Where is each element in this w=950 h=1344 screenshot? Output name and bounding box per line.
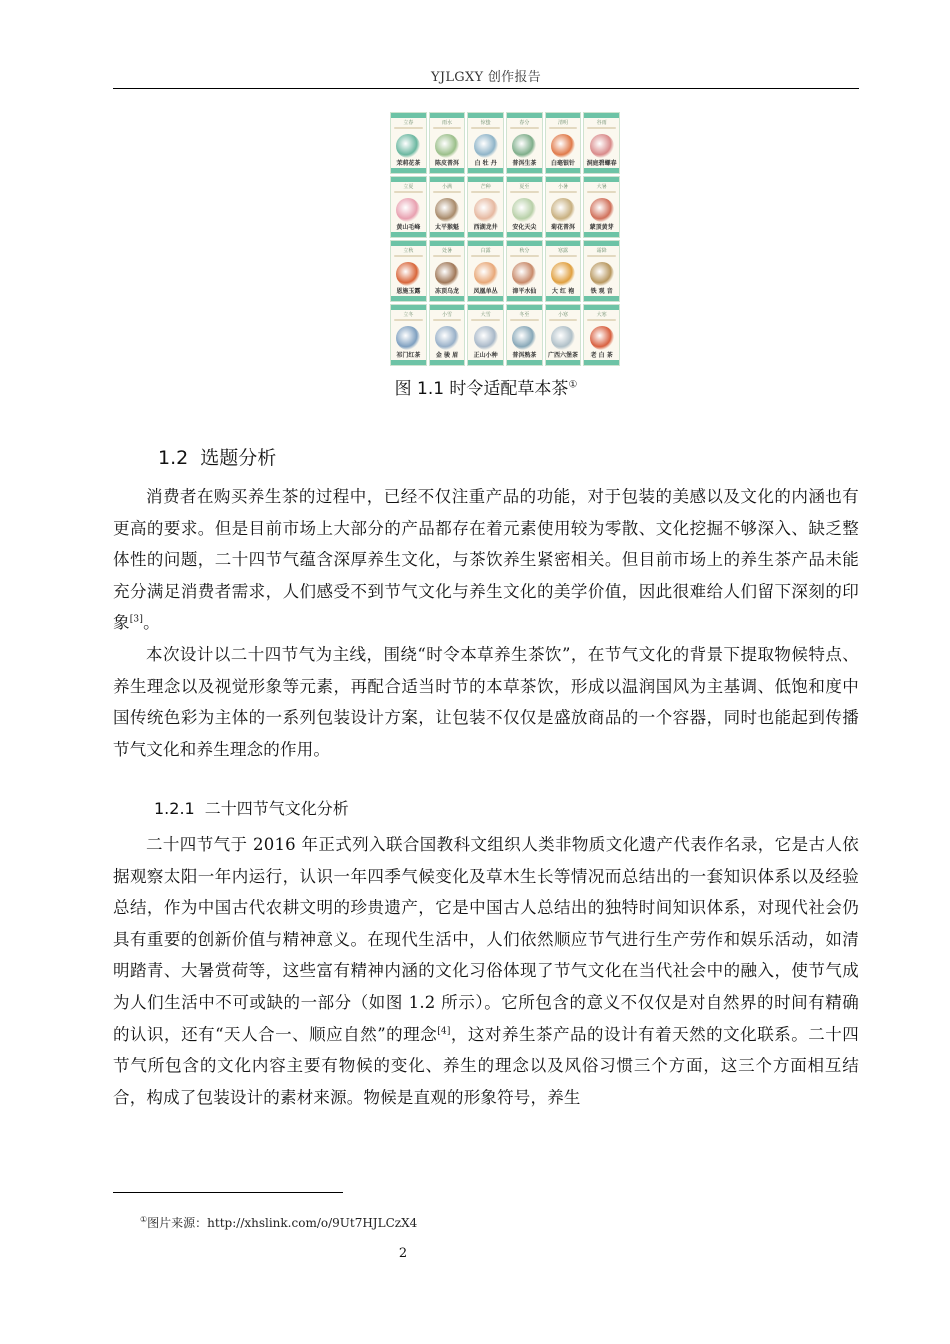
tile-band-bottom [584, 296, 619, 301]
tile-tea-name: 陈皮普洱 [434, 160, 459, 167]
botanical-illustration-icon [435, 198, 459, 222]
tea-tile [390, 112, 427, 174]
tile-band-top [584, 305, 619, 310]
section-title: 选题分析 [200, 447, 277, 469]
tile-subline [433, 319, 462, 321]
tile-term: 霜降 [596, 248, 607, 254]
tile-band-bottom [468, 296, 503, 301]
tile-tea-name: 正山小种 [473, 352, 498, 359]
tile-band-bottom [391, 360, 426, 365]
paragraph-2: 本次设计以二十四节气为主线，围绕“时令本草养生茶饮”，在节气文化的背景下提取物候特点、养生理念以及视觉形象等元素，再配合适当时节的本草茶饮，形成以温润国风为主基调、低饱和度中国传统色彩为主体的一系列包装设计方案，让包装不仅仅是盛放商品的一个容器，同时也能起到传播节气文化和养生理念的作用。 [113, 645, 859, 759]
tile-term: 大寒 [596, 312, 607, 318]
tile-tea-name: 太平猴魁 [434, 224, 459, 231]
tile-band-bottom [430, 232, 465, 237]
tile-band-top [430, 113, 465, 118]
tea-tile [467, 304, 504, 366]
citation-4: [4] [437, 1026, 451, 1037]
tile-band-top [468, 305, 503, 310]
tile-subline [394, 127, 423, 129]
tile-tea-name: 西湖龙井 [473, 224, 498, 231]
tile-subline [510, 319, 539, 321]
tile-band-bottom [430, 296, 465, 301]
tea-tile [506, 304, 543, 366]
tile-tea-name: 老 白 茶 [590, 352, 613, 359]
botanical-illustration-icon [396, 326, 420, 350]
tile-tea-name: 白 牡 丹 [474, 160, 497, 167]
tile-subline [587, 255, 616, 257]
tile-term: 清明 [557, 120, 568, 126]
tile-subline [433, 255, 462, 257]
botanical-illustration-icon [590, 198, 614, 222]
section-number: 1.2 [158, 447, 189, 469]
tea-tile [429, 240, 466, 302]
footnote [140, 1214, 417, 1231]
tile-band-top [507, 113, 542, 118]
tile-tea-name: 恩施玉露 [396, 288, 421, 295]
tea-tile [545, 304, 582, 366]
botanical-illustration-icon [396, 198, 420, 222]
botanical-illustration-icon [435, 262, 459, 286]
tea-tile [390, 304, 427, 366]
tile-tea-name: 铁 观 音 [590, 288, 613, 295]
tea-tile [583, 304, 620, 366]
tile-band-top [546, 241, 581, 246]
tile-tea-name: 凤凰单丛 [473, 288, 498, 295]
tile-band-bottom [546, 296, 581, 301]
botanical-illustration-icon [512, 262, 536, 286]
tea-tile [583, 176, 620, 238]
tile-band-top [584, 113, 619, 118]
tile-subline [433, 191, 462, 193]
tile-subline [549, 255, 578, 257]
tile-term: 立冬 [403, 312, 414, 318]
botanical-illustration-icon [590, 134, 614, 158]
tile-band-top [507, 305, 542, 310]
footnote-rule [113, 1192, 343, 1193]
botanical-illustration-icon [590, 262, 614, 286]
tile-term: 春分 [519, 120, 530, 126]
tile-tea-name: 白毫银针 [550, 160, 575, 167]
caption-footnote-mark: ① [568, 379, 578, 391]
tile-band-bottom [391, 296, 426, 301]
tile-tea-name: 洞庭碧螺春 [586, 160, 617, 167]
tea-tile [390, 240, 427, 302]
header-rule [113, 88, 859, 89]
tile-band-top [584, 177, 619, 182]
subsection-heading [154, 796, 349, 819]
tile-subline [510, 191, 539, 193]
tile-subline [549, 191, 578, 193]
botanical-illustration-icon [551, 134, 575, 158]
tea-tile [467, 176, 504, 238]
tile-tea-name: 菊花普洱 [550, 224, 575, 231]
tile-term: 处暑 [441, 248, 452, 254]
tile-term: 立秋 [403, 248, 414, 254]
tea-tile [545, 176, 582, 238]
tile-subline [587, 127, 616, 129]
tile-band-bottom [507, 360, 542, 365]
tile-term: 冬至 [519, 312, 530, 318]
tile-term: 小满 [441, 184, 452, 190]
page-number: 2 [398, 1246, 408, 1261]
botanical-illustration-icon [474, 326, 498, 350]
tile-band-top [468, 241, 503, 246]
paragraph-1 [113, 481, 859, 639]
paragraph-3 [113, 829, 859, 1113]
tile-tea-name: 普洱生茶 [512, 160, 537, 167]
botanical-illustration-icon [551, 326, 575, 350]
tile-band-bottom [546, 232, 581, 237]
tile-term: 立春 [403, 120, 414, 126]
tea-tile [467, 112, 504, 174]
botanical-illustration-icon [474, 262, 498, 286]
tile-subline [471, 255, 500, 257]
tile-band-top [430, 177, 465, 182]
tile-term: 寒露 [557, 248, 568, 254]
paragraph-1-end: 。 [143, 613, 160, 633]
tile-term: 立夏 [403, 184, 414, 190]
tea-tile [390, 176, 427, 238]
tea-tile [583, 240, 620, 302]
solar-terms-tea-figure [390, 112, 620, 366]
tile-band-top [391, 241, 426, 246]
tile-band-bottom [391, 232, 426, 237]
tile-band-top [546, 177, 581, 182]
tile-band-top [391, 113, 426, 118]
footnote-mark: ① [140, 1215, 148, 1224]
tile-term: 白露 [480, 248, 491, 254]
botanical-illustration-icon [435, 326, 459, 350]
tile-tea-name: 金 骏 眉 [435, 352, 459, 359]
tile-band-top [468, 113, 503, 118]
tile-term: 芒种 [480, 184, 491, 190]
tile-term: 大暑 [596, 184, 607, 190]
tile-subline [471, 191, 500, 193]
tea-tile [429, 112, 466, 174]
tile-band-top [584, 241, 619, 246]
tile-term: 大雪 [480, 312, 491, 318]
citation-3: [3] [129, 614, 144, 625]
tile-tea-name: 祁门红茶 [396, 352, 421, 359]
tile-band-bottom [430, 360, 465, 365]
tile-band-bottom [430, 168, 465, 173]
tile-subline [394, 319, 423, 321]
tile-band-bottom [546, 168, 581, 173]
tile-band-top [468, 177, 503, 182]
tile-tea-name: 大 红 袍 [551, 288, 575, 295]
tile-band-bottom [391, 168, 426, 173]
tile-band-bottom [468, 360, 503, 365]
tea-tile [506, 112, 543, 174]
tea-tile [583, 112, 620, 174]
botanical-illustration-icon [512, 198, 536, 222]
tile-band-top [546, 113, 581, 118]
tile-band-top [391, 177, 426, 182]
tile-subline [549, 127, 578, 129]
subsection-title: 二十四节气文化分析 [204, 799, 349, 818]
tile-tea-name: 茉莉花茶 [396, 160, 421, 167]
botanical-illustration-icon [512, 134, 536, 158]
page-header: YJLGXY 创作报告 [430, 70, 542, 85]
tile-tea-name: 蒙顶黄芽 [589, 224, 614, 231]
tile-tea-name: 安化天尖 [512, 224, 537, 231]
tile-tea-name: 漳平水仙 [512, 288, 537, 295]
tile-term: 小寒 [557, 312, 568, 318]
tile-band-bottom [507, 296, 542, 301]
paragraph-1-text: 消费者在购买养生茶的过程中，已经不仅注重产品的功能，对于包装的美感以及文化的内涵也有更高的要求。但是目前市场上大部分的产品都存在着元素使用较为零散、文化挖掘不够深入、缺乏整体性的问题，二十四节气蕴含深厚养生文化，与茶饮养生紧密相关。但目前市场上的养生茶产品未能充分满足消费者需求，人们感受不到节气文化与养生文化的美学价值，因此很难给人们留下深刻的印象 [113, 487, 859, 633]
tea-tile [545, 240, 582, 302]
paragraph-3-end: ，这对养生茶产品的设计有着天然的文化联系。二十四节气所包含的文化内容主要有物候的变化、养生的理念以及风俗习惯三个方面，这三个方面相互结合，构成了包装设计的素材来源。物候是直观的形象符号，养生 [113, 1024, 859, 1107]
tile-subline [510, 127, 539, 129]
tile-subline [549, 319, 578, 321]
footnote-text: 图片来源：http://xhslink.com/o/9Ut7HJLCzX4 [147, 1216, 418, 1230]
tile-term: 小雪 [441, 312, 452, 318]
section-heading [158, 443, 276, 470]
tile-tea-name: 黄山毛峰 [396, 224, 421, 231]
tile-band-bottom [584, 168, 619, 173]
botanical-illustration-icon [474, 198, 498, 222]
tile-term: 小暑 [557, 184, 568, 190]
paragraph-3-text: 二十四节气于 2016 年正式列入联合国教科文组织人类非物质文化遗产代表作名录，它是古人依据观察太阳一年内运行，认识一年四季气候变化及草木生长等情况而总结出的一套知识体系以及经验总结，作为中国古代农耕文明的珍贵遗产，它是中国古人总结出的独特时间知识体系，对现代社会仍具有重要的创新价值与精神意义。在现代生活中，人们依然顺应节气进行生产劳作和娱乐活动，如清明踏青、大暑赏荷等，这些富有精神内涵的文化习俗体现了节气文化在当代社会中的融入，使节气成为人们生活中不可或缺的一部分（如图 1.2 所示）。它所包含的意义不仅仅是对自然界的时间有精确的认识，还有“天人合一、顺应自然”的理念 [113, 835, 859, 1044]
tile-term: 谷雨 [596, 120, 607, 126]
botanical-illustration-icon [396, 262, 420, 286]
tile-subline [510, 255, 539, 257]
botanical-illustration-icon [512, 326, 536, 350]
botanical-illustration-icon [474, 134, 498, 158]
tile-band-bottom [546, 360, 581, 365]
tea-tile [429, 176, 466, 238]
tea-tile [506, 240, 543, 302]
tile-tea-name: 普洱熟茶 [512, 352, 537, 359]
tile-term: 秋分 [519, 248, 530, 254]
tile-band-bottom [468, 232, 503, 237]
caption-text: 图 1.1 时令适配草本茶 [394, 379, 569, 399]
tile-band-bottom [584, 360, 619, 365]
tile-subline [587, 319, 616, 321]
botanical-illustration-icon [551, 198, 575, 222]
tile-band-top [507, 177, 542, 182]
tile-term: 雨水 [441, 120, 452, 126]
tile-subline [471, 127, 500, 129]
tile-subline [394, 191, 423, 193]
botanical-illustration-icon [435, 134, 459, 158]
tile-subline [471, 319, 500, 321]
tile-band-top [430, 305, 465, 310]
tile-band-bottom [584, 232, 619, 237]
tile-band-top [507, 241, 542, 246]
tile-subline [587, 191, 616, 193]
tile-band-bottom [507, 168, 542, 173]
figure-caption [113, 374, 859, 399]
botanical-illustration-icon [396, 134, 420, 158]
tea-tile [506, 176, 543, 238]
subsection-number: 1.2.1 [154, 799, 195, 818]
tile-band-bottom [507, 232, 542, 237]
tile-tea-name: 冻顶乌龙 [434, 288, 459, 295]
tea-tile [429, 304, 466, 366]
tile-subline [433, 127, 462, 129]
tea-tile [467, 240, 504, 302]
tile-term: 夏至 [519, 184, 530, 190]
tile-tea-name: 广西六堡茶 [547, 352, 578, 359]
tea-tile [545, 112, 582, 174]
tile-band-top [546, 305, 581, 310]
tile-band-bottom [468, 168, 503, 173]
tile-term: 惊蛰 [480, 120, 491, 126]
botanical-illustration-icon [590, 326, 614, 350]
botanical-illustration-icon [551, 262, 575, 286]
tile-band-top [430, 241, 465, 246]
tile-subline [394, 255, 423, 257]
tile-band-top [391, 305, 426, 310]
